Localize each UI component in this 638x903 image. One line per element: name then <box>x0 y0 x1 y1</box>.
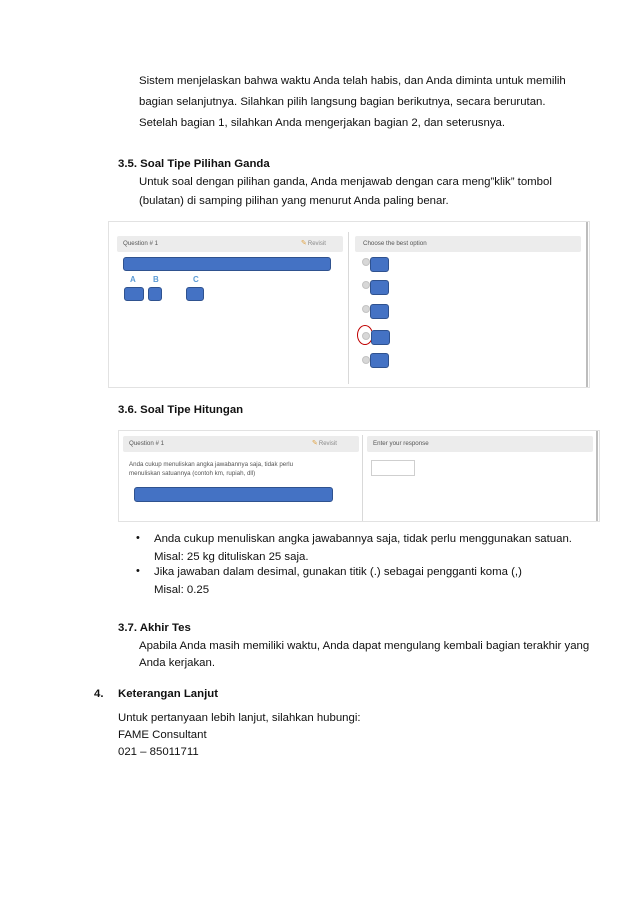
option-mask-5 <box>370 353 389 368</box>
option-radio-2[interactable] <box>362 281 370 289</box>
multiple-choice-screenshot <box>108 221 590 388</box>
revisit-label: Revisit <box>307 241 326 247</box>
section-3-7-heading: 3.7. Akhir Tes <box>118 622 191 634</box>
bullet-dot-icon: • <box>136 565 140 577</box>
question-text-mask <box>123 257 331 271</box>
section-3-5-line-2: (bulatan) di samping pilihan yang menurut Anda paling benar. <box>139 195 449 207</box>
edit-pencil-icon: ✎ <box>301 240 307 247</box>
contact-line-1: Untuk pertanyaan lebih lanjut, silahkan hubungi: <box>118 712 361 724</box>
question-line-1: Anda cukup menuliskan angka jawabannya saja, tidak perlu <box>129 461 294 468</box>
question-detail-mask <box>134 487 333 502</box>
option-mask-3 <box>370 304 389 319</box>
figure-mask-c <box>186 287 204 301</box>
edit-pencil-icon: ✎ <box>312 440 318 447</box>
response-label: Enter your response <box>373 440 429 447</box>
option-letter-a: A <box>130 275 136 284</box>
option-radio-5[interactable] <box>362 356 370 364</box>
question-line-2: menuliskan satuannya (contoh km, rupiah, dll) <box>129 470 256 477</box>
section-3-5-heading: 3.5. Soal Tipe Pilihan Ganda <box>118 158 270 170</box>
option-letter-c: C <box>193 275 199 284</box>
section-4-number: 4. <box>94 688 104 700</box>
intro-line-1: Sistem menjelaskan bahwa waktu Anda telah habis, dan Anda diminta untuk memilih <box>139 75 566 87</box>
bullet-dot-icon: • <box>136 532 140 544</box>
revisit-label-2: Revisit <box>318 441 337 447</box>
section-4-heading: Keterangan Lanjut <box>118 688 218 700</box>
option-mask-4 <box>371 330 390 345</box>
section-3-7-line-2: Anda kerjakan. <box>139 657 215 669</box>
option-radio-1[interactable] <box>362 258 370 266</box>
figure-mask-b <box>148 287 162 301</box>
question-label-2: Question # 1 <box>129 440 165 447</box>
contact-line-2: FAME Consultant <box>118 729 207 741</box>
bullet-2-text: Jika jawaban dalam desimal, gunakan titik (.) sebagai pengganti koma (,) <box>154 566 522 578</box>
panel-divider <box>348 232 349 384</box>
section-3-5-line-1: Untuk soal dengan pilihan ganda, Anda menjawab dengan cara meng”klik” tombol <box>139 176 552 188</box>
section-3-6-heading: 3.6. Soal Tipe Hitungan <box>118 404 244 416</box>
option-radio-3[interactable] <box>362 305 370 313</box>
figure-mask-a <box>124 287 144 301</box>
response-input[interactable] <box>371 460 415 476</box>
scrollbar-2 <box>596 431 598 521</box>
revisit-button <box>301 239 326 247</box>
question-label: Question # 1 <box>123 240 159 247</box>
section-3-7-line-1: Apabila Anda masih memiliki waktu, Anda dapat mengulang kembali bagian terakhir yang <box>139 640 590 652</box>
bullet-2-example: Misal: 0.25 <box>154 584 210 596</box>
revisit-button-2 <box>312 439 337 447</box>
panel-divider-2 <box>362 435 363 521</box>
bullet-1-text: Anda cukup menuliskan angka jawabannya saja, tidak perlu menggunakan satuan. <box>154 533 572 545</box>
scrollbar <box>586 222 588 387</box>
option-mask-2 <box>370 280 389 295</box>
choose-label: Choose the best option <box>363 240 427 247</box>
bullet-1-example: Misal: 25 kg dituliskan 25 saja. <box>154 551 309 563</box>
contact-line-3: 021 – 85011711 <box>118 746 199 758</box>
option-mask-1 <box>370 257 389 272</box>
numeric-screenshot <box>118 430 600 522</box>
intro-line-3: Setelah bagian 1, silahkan Anda mengerjakan bagian 2, dan seterusnya. <box>139 117 506 129</box>
intro-line-2: bagian selanjutnya. Silahkan pilih langsung bagian berikutnya, secara berurutan. <box>139 96 546 108</box>
option-letter-b: B <box>153 275 159 284</box>
